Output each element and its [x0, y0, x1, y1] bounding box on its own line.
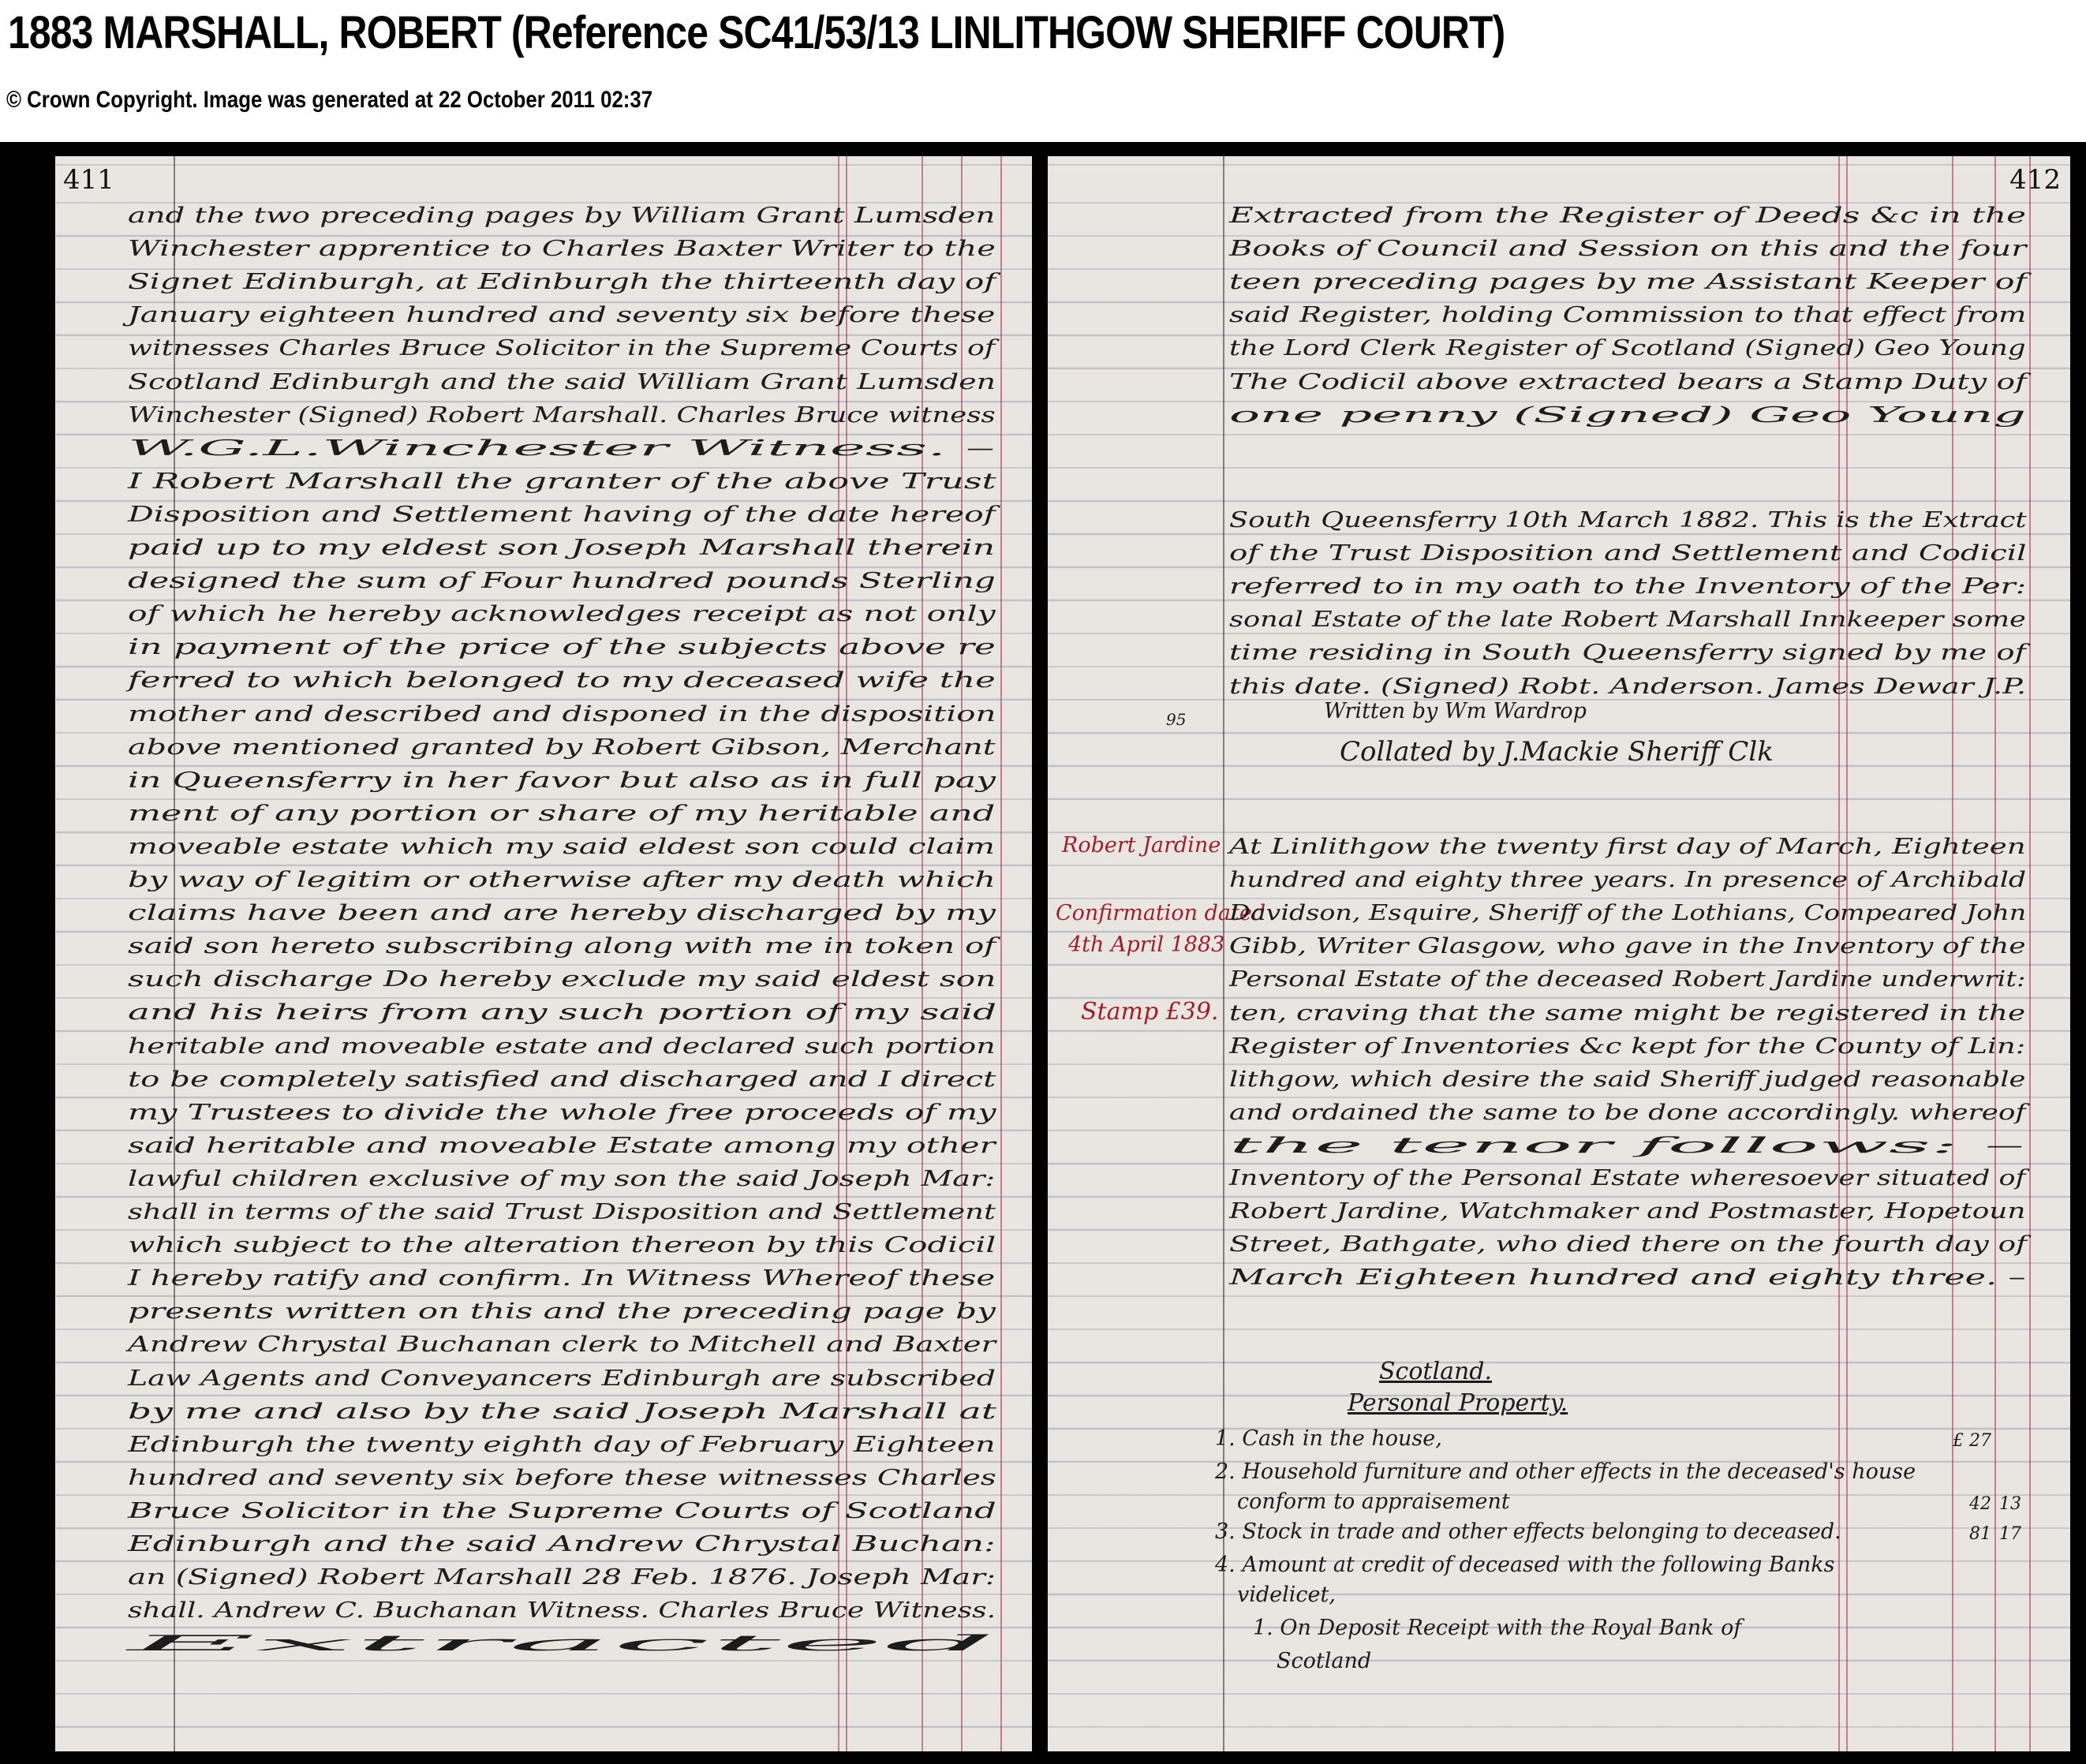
inventory-item-text: 3. Stock in trade and other effects belonging to deceased.: [1215, 1519, 1841, 1544]
text-line: shall. Andrew C. Buchanan Witness. Charles Bruce Witness.: [128, 1598, 996, 1624]
margin-confirmation-date: 4th April 1883: [1068, 932, 1225, 957]
text-line: said heritable and moveable Estate among my other: [128, 1133, 996, 1158]
text-line: mother and described and disponed in the disposition: [128, 701, 996, 727]
text-line: lithgow, which desire the said Sheriff judged reasonable: [1229, 1067, 2026, 1092]
text-line: Extracted: [128, 1631, 996, 1657]
amount-pounds: £ 27: [1953, 1431, 1991, 1451]
document-title: 1883 MARSHALL, ROBERT (Reference SC41/53/13 LINLITHGOW SHERIFF COURT): [8, 7, 1505, 58]
text-line: Extracted from the Register of Deeds &c in the: [1229, 204, 2027, 228]
text-line: of which he hereby acknowledges receipt as not only: [128, 602, 996, 627]
text-line: moveable estate which my said eldest son could claim: [128, 834, 996, 859]
text-line: Bruce Solicitor in the Supreme Courts of Scotland: [128, 1498, 996, 1523]
text-line: sonal Estate of the late Robert Marshall Innkeeper some: [1229, 607, 2026, 633]
text-line: Winchester (Signed) Robert Marshall. Charles Bruce witness: [128, 402, 996, 428]
text-line: Winchester apprentice to Charles Baxter Writer to the: [128, 237, 996, 262]
right-page: [1048, 156, 2070, 1751]
inventory-item: [1048, 1650, 2070, 1682]
text-line: Register of Inventories &c kept for the County of Lin:: [1229, 1033, 2026, 1059]
text-line: hundred and seventy six before these witnesses Charles: [128, 1465, 996, 1490]
text-line: Scotland Edinburgh and the said William Grant Lumsden: [128, 369, 996, 394]
text-line: above mentioned granted by Robert Gibson, Merchant: [128, 734, 996, 760]
text-line: presents written on this and the preceding page by: [128, 1299, 996, 1325]
text-line: South Queensferry 10th March 1882. This is the Extract: [1229, 508, 2027, 533]
inventory-item: [1048, 1617, 2070, 1649]
text-line: ment of any portion or share of my heritable and: [128, 801, 996, 826]
text-line: claims have been and are hereby discharged by my: [128, 901, 996, 926]
text-line: the Lord Clerk Register of Scotland (Signed) Geo Young: [1229, 336, 2026, 361]
text-line: lawful children exclusive of my son the said Joseph Mar:: [128, 1166, 996, 1191]
text-line: ten, craving that the same might be registered in the: [1229, 1000, 2026, 1026]
text-line: this date. (Signed) Robt. Anderson. James Dewar J.P.: [1229, 674, 2027, 699]
text-line: heritable and moveable estate and declared such portion: [128, 1033, 996, 1059]
text-line: an (Signed) Robert Marshall 28 Feb. 1876. Joseph Mar:: [128, 1565, 996, 1590]
text-line: Edinburgh the twenty eighth day of February Eighteen: [128, 1432, 996, 1457]
inventory-item-text: Scotland: [1277, 1649, 1372, 1673]
inventory-item-text: 4. Amount at credit of deceased with the following Banks: [1215, 1553, 1835, 1577]
margin-mark: 95: [1166, 710, 1187, 729]
text-line: Personal Estate of the deceased Robert Jardine underwrit:: [1229, 967, 2026, 992]
text-line: I Robert Marshall the granter of the above Trust: [128, 469, 996, 494]
text-line: shall in terms of the said Trust Disposition and Settlement: [128, 1200, 996, 1224]
text-line: Signet Edinburgh, at Edinburgh the thirteenth day of: [128, 270, 996, 295]
text-line: by me and also by the said Joseph Marshall at: [128, 1399, 996, 1424]
inventory-item-text: 2. Household furniture and other effects in the deceased's house: [1215, 1459, 1916, 1484]
inventory-item-text: videlicet,: [1237, 1583, 1336, 1607]
margin-deceased-name: Robert Jardine: [1062, 833, 1221, 858]
text-line: said Register, holding Commission to that effect from: [1229, 303, 2027, 328]
text-line: Disposition and Settlement having of the date hereof: [128, 502, 996, 527]
text-line: teen preceding pages by me Assistant Keeper of: [1229, 270, 2027, 295]
text-line: by way of legitim or otherwise after my death which: [128, 868, 996, 892]
document-header: [0, 0, 2086, 142]
inventory-item: [1048, 1554, 2070, 1586]
amount-pounds: 42: [1969, 1494, 1991, 1514]
written-by-note: Written by Wm Wardrop: [1324, 699, 1587, 723]
text-line: and his heirs from any such portion of my said: [128, 1000, 997, 1026]
inventory-item-text: conform to appraisement: [1237, 1489, 1510, 1514]
text-line: in Queensferry in her favor but also as in full pay: [128, 768, 996, 793]
text-line: time residing in South Queensferry signed by me of: [1229, 641, 2026, 666]
amount-shillings: 13: [1999, 1494, 2021, 1514]
text-line: paid up to my eldest son Joseph Marshall therein: [128, 536, 996, 560]
register-scan: [0, 142, 2086, 1764]
text-line: Robert Jardine, Watchmaker and Postmaster, Hopetoun: [1229, 1199, 2026, 1224]
page-number: 411: [63, 164, 114, 196]
text-line: which subject to the alteration thereon by this Codicil: [128, 1233, 996, 1258]
text-line: in payment of the price of the subjects above re: [128, 635, 996, 660]
collated-by-note: Collated by J.Mackie Sheriff Clk: [1340, 736, 1774, 768]
text-line: such discharge Do hereby exclude my said eldest son: [128, 967, 996, 992]
inventory-item: [1048, 1428, 2070, 1459]
text-line: and the two preceding pages by William Grant Lumsden: [128, 204, 996, 228]
heading-personal-property: Personal Property.: [1348, 1389, 1568, 1417]
text-line: my Trustees to divide the whole free proceeds of my: [128, 1100, 996, 1125]
text-line: and ordained the same to be done accordingly. whereof: [1229, 1100, 2026, 1125]
text-line: ferred to which belonged to my deceased wife the: [128, 668, 996, 693]
margin-confirmation-date: Confirmation dated: [1056, 901, 1266, 925]
text-line: March Eighteen hundred and eighty three. –: [1229, 1265, 2026, 1291]
inventory-item: [1048, 1461, 2070, 1493]
inventory-item: [1048, 1584, 2070, 1616]
text-line: At Linlithgow the twenty first day of March, Eighteen: [1229, 835, 2026, 859]
text-line: W.G.L.Winchester Witness. –: [128, 435, 996, 461]
text-line: hundred and eighty three years. In presence of Archibald: [1229, 868, 2027, 893]
inventory-item-text: 1. Cash in the house,: [1215, 1426, 1442, 1451]
text-line: Inventory of the Personal Estate wheresoever situated of: [1229, 1166, 2026, 1190]
amount-shillings: 17: [1999, 1524, 2021, 1544]
text-line: witnesses Charles Bruce Solicitor in the Supreme Courts of: [128, 336, 996, 361]
page-number: 412: [2009, 164, 2061, 196]
text-line: referred to in my oath to the Inventory of the Per:: [1229, 574, 2027, 600]
inventory-item: [1048, 1521, 2070, 1553]
text-line: Street, Bathgate, who died there on the fourth day of: [1229, 1232, 2027, 1258]
amount-pounds: 81: [1969, 1524, 1991, 1544]
text-line: said son hereto subscribing along with me in token of: [128, 934, 996, 959]
text-line: to be completely satisfied and discharged and I direct: [128, 1067, 996, 1092]
heading-scotland: Scotland.: [1379, 1358, 1493, 1385]
text-line: The Codicil above extracted bears a Stamp Duty of: [1229, 369, 2027, 394]
left-page: [55, 156, 1032, 1751]
inventory-item: [1048, 1491, 2070, 1523]
text-line: Davidson, Esquire, Sheriff of the Lothians, Compeared John: [1229, 901, 2027, 926]
text-line: I hereby ratify and confirm. In Witness Whereof these: [128, 1266, 996, 1291]
copyright-notice: © Crown Copyright. Image was generated at 22 October 2011 02:37: [6, 87, 653, 113]
text-line: Law Agents and Conveyancers Edinburgh are subscribed: [128, 1366, 996, 1391]
margin-stamp-duty: Stamp £39.: [1081, 998, 1219, 1026]
text-line: the tenor follows: –: [1229, 1133, 2025, 1158]
text-line: of the Trust Disposition and Settlement and Codicil: [1229, 541, 2027, 566]
text-line: Edinburgh and the said Andrew Chrystal Buchan:: [128, 1532, 996, 1557]
cash-column-rule: [1000, 156, 1002, 1751]
text-line: one penny (Signed) Geo Young: [1229, 402, 2026, 428]
inventory-item-text: 1. On Deposit Receipt with the Royal Bank of: [1253, 1616, 1742, 1640]
text-line: Andrew Chrystal Buchanan clerk to Mitchell and Baxter: [128, 1332, 996, 1358]
text-line: Books of Council and Session on this and the four: [1229, 237, 2027, 262]
text-line: January eighteen hundred and seventy six before these: [128, 303, 996, 328]
text-line: designed the sum of Four hundred pounds Sterling: [128, 569, 996, 594]
text-line: Gibb, Writer Glasgow, who gave in the Inventory of the: [1229, 934, 2026, 959]
